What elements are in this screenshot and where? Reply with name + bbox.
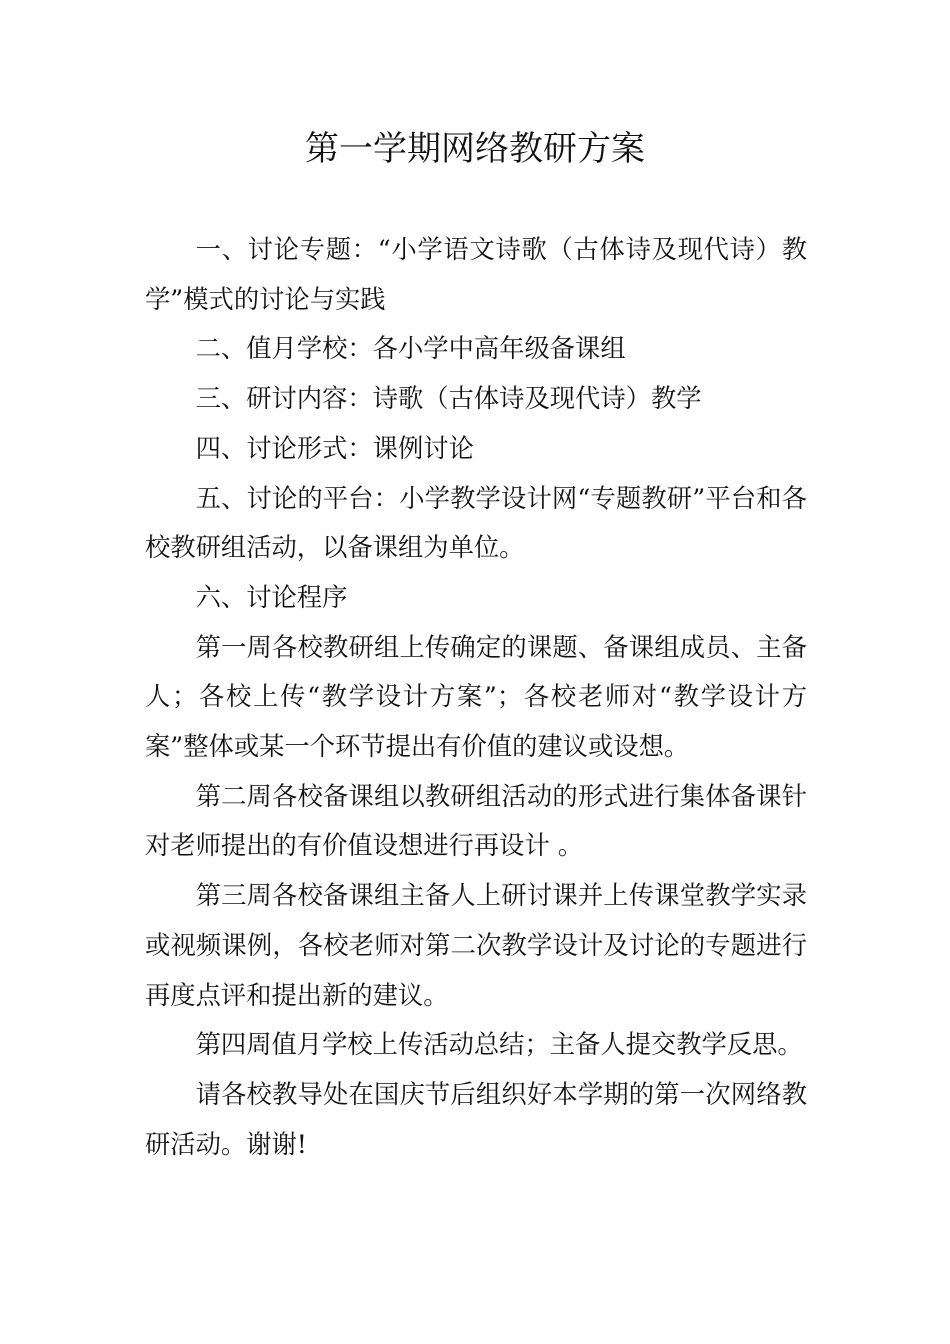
paragraph-week-4: 第四周值月学校上传活动总结；主备人提交教学反思。 — [195, 1030, 803, 1060]
paragraph-week-2: 第二周各校备课组以教研组活动的形式进行集体备课针对老师提出的有价值设想进行再设计 。 — [145, 781, 807, 861]
document-body — [145, 225, 807, 1169]
document-title: 第一学期网络教研方案 — [305, 129, 645, 169]
paragraph-week-3: 第三周各校备课组主备人上研讨课并上传课堂教学实录或视频课例，各校老师对第二次教学设计及讨论的专题进行再度点评和提出新的建议。 — [145, 881, 807, 1010]
paragraph-format: 四、讨论形式：课例讨论 — [195, 433, 474, 463]
paragraph-week-1: 第一周各校教研组上传确定的课题、备课组成员、主备人；各校上传“教学设计方案”；各校老师对“教学设计方案”整体或某一个环节提出有价值的建议或设想。 — [145, 632, 807, 762]
paragraph-procedure-heading: 六、讨论程序 — [195, 582, 348, 612]
paragraph-topic: 一、讨论专题：“小学语文诗歌（古体诗及现代诗）教学”模式的讨论与实践 — [145, 235, 807, 314]
paragraph-closing: 请各校教导处在国庆节后组织好本学期的第一次网络教研活动。谢谢! — [145, 1079, 807, 1159]
paragraph-platform: 五、讨论的平台：小学教学设计网“专题教研”平台和各校教研组活动，以备课组为单位。 — [145, 483, 807, 563]
paragraph-host-school: 二、值月学校：各小学中高年级备课组 — [195, 334, 626, 364]
paragraph-content: 三、研讨内容：诗歌（古体诗及现代诗）教学 — [195, 384, 702, 414]
